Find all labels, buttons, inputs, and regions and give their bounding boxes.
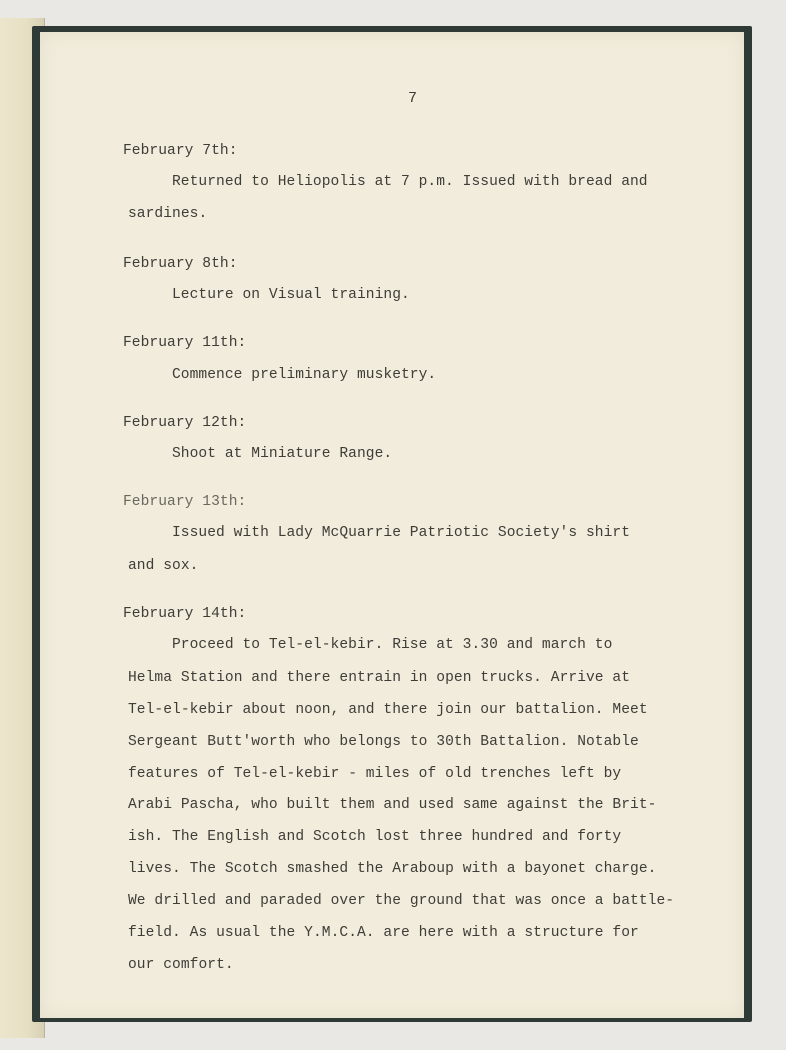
entry-date: February 14th: [123, 606, 247, 622]
diary-page [40, 32, 744, 1018]
page-number: 7 [408, 90, 418, 107]
entry-line: We drilled and paraded over the ground that was once a battle- [128, 893, 675, 909]
entry-date: February 8th: [123, 256, 238, 272]
entry-line: Returned to Heliopolis at 7 p.m. Issued with bread and [172, 174, 648, 190]
entry-line: Proceed to Tel-el-kebir. Rise at 3.30 and march to [172, 637, 613, 653]
diary-entries [40, 32, 744, 1018]
entry-line: field. As usual the Y.M.C.A. are here with a structure for [128, 925, 639, 941]
entry-line: Sergeant Butt'worth who belongs to 30th Battalion. Notable [128, 734, 639, 750]
entry-line: Arabi Pascha, who built them and used same against the Brit- [128, 797, 657, 813]
entry-line: Tel-el-kebir about noon, and there join our battalion. Meet [128, 702, 648, 718]
entry-line: our comfort. [128, 957, 234, 973]
entry-line: Commence preliminary musketry. [172, 367, 437, 383]
entry-line: ish. The English and Scotch lost three hundred and forty [128, 829, 622, 845]
entry-line: lives. The Scotch smashed the Araboup with a bayonet charge. [128, 861, 657, 877]
entry-date: February 13th: [123, 494, 247, 510]
entry-line: Helma Station and there entrain in open trucks. Arrive at [128, 670, 631, 686]
entry-date: February 12th: [123, 415, 247, 431]
entry-line: and sox. [128, 558, 199, 574]
entry-line: Issued with Lady McQuarrie Patriotic Society's shirt [172, 525, 630, 541]
entry-line: features of Tel-el-kebir - miles of old trenches left by [128, 766, 622, 782]
entry-line: sardines. [128, 206, 208, 222]
entry-line: Shoot at Miniature Range. [172, 446, 393, 462]
entry-date: February 7th: [123, 143, 238, 159]
entry-date: February 11th: [123, 335, 247, 351]
entry-line: Lecture on Visual training. [172, 287, 410, 303]
